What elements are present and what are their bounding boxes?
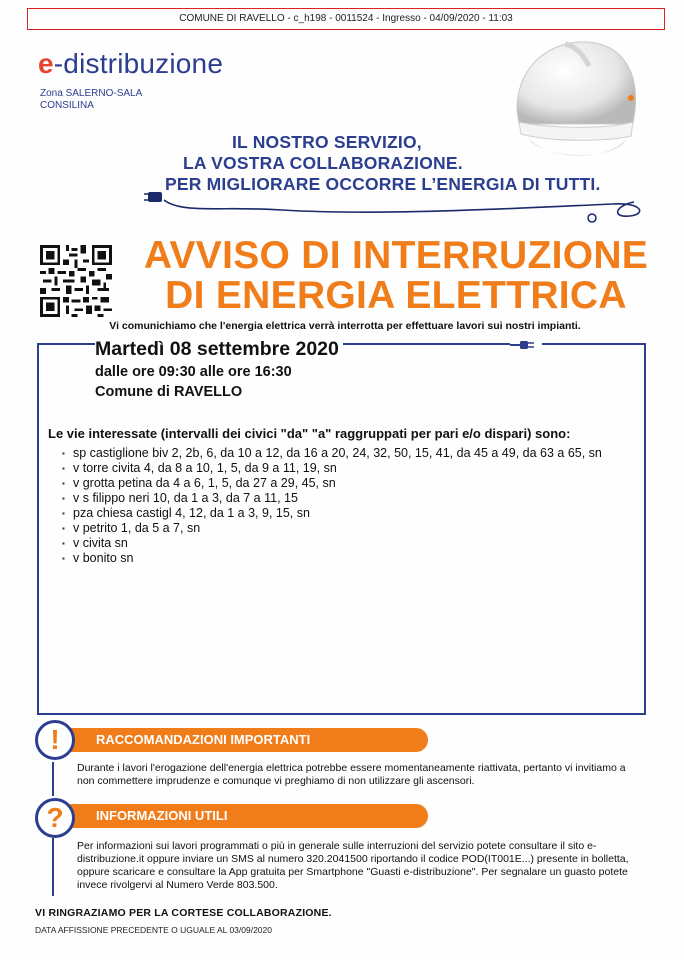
notice-title-line-2: DI ENERGIA ELETTRICA [165, 274, 627, 317]
slogan-line-1: IL NOSTRO SERVIZIO, [232, 132, 422, 152]
logo-mark: e [38, 48, 54, 79]
affixed-date-note: DATA AFFISSIONE PRECEDENTE O UGUALE AL 03/09/2020 [35, 925, 272, 935]
slogan-line-2: LA VOSTRA COLLABORAZIONE. [183, 153, 463, 173]
notice-title [122, 236, 670, 316]
zone-label: Zona SALERNO-SALA CONSILINA [40, 88, 142, 111]
info-divider [52, 838, 54, 896]
logo-text: -distribuzione [53, 48, 224, 79]
power-cable-icon [142, 184, 662, 224]
qr-code-icon [40, 245, 112, 317]
notice-title-line-1: AVVISO DI INTERRUZIONE [143, 234, 649, 277]
interruption-date: Martedì 08 settembre 2020 [95, 338, 343, 361]
street-item: ▪ sp castiglione biv 2, 2b, 6, da 10 a 12, da 16 a 20, 24, 32, 50, 15, 41, da 45 a 49, da 63 a 65, sn [62, 446, 622, 461]
slogan-line-3: PER MIGLIORARE OCCORRE L’ENERGIA DI TUTTI. [165, 174, 601, 194]
warnings-heading: RACCOMANDAZIONI IMPORTANTI [70, 728, 428, 752]
plug-icon [510, 338, 542, 352]
thanks-text: VI RINGRAZIAMO PER LA CORTESE COLLABORAZIONE. [35, 907, 332, 919]
interruption-hours: dalle ore 09:30 alle ore 16:30 [95, 364, 292, 380]
municipality: Comune di RAVELLO [95, 384, 243, 400]
streets-heading: Le vie interessate (intervalli dei civici "da" "a" raggruppati per pari e/o dispari) sono: [48, 426, 571, 441]
exclamation-icon: ! [35, 720, 75, 760]
warnings-divider [52, 762, 54, 796]
street-item: ▪ v bonito sn [62, 551, 622, 566]
street-item: ▪ v s filippo neri 10, da 1 a 3, da 7 a 11, 15 [62, 491, 622, 506]
streets-list [62, 446, 622, 566]
e-distribuzione-logo [38, 48, 223, 80]
street-item: ▪ v petrito 1, da 5 a 7, sn [62, 521, 622, 536]
protocol-stamp: COMUNE DI RAVELLO - c_h198 - 0011524 - Ingresso - 04/09/2020 - 11:03 [27, 8, 665, 30]
info-heading: INFORMAZIONI UTILI [70, 804, 428, 828]
warnings-text: Durante i lavori l'erogazione dell'energia elettrica potrebbe essere momentaneamente riattivata, pertanto vi invitiamo a non commettere imprudenze e comunque vi preghiamo di non utilizzare gli ascensori. [77, 762, 626, 787]
question-icon: ? [35, 798, 75, 838]
info-text: Per informazioni sui lavori programmati o più in generale sulle interruzioni del servizio potete consultare il sito e-distribuzione.it oppure inviare un SMS al numero 320.2041500 riportando il codice POD(IT001E...) presente in bolletta, oppure scaricare e consultare la App gratuita per Smartphone "Guasti e-distribuzione". Per segnalare un guasto potete invece rivolgervi al Numero Verde 803.500. [77, 840, 629, 891]
intro-text: Vi comunichiamo che l'energia elettrica verrà interrotta per effettuare lavori sui nostri impianti. [109, 320, 581, 332]
street-item: ▪ v civita sn [62, 536, 622, 551]
street-item: ▪ v torre civita 4, da 8 a 10, 1, 5, da 9 a 11, 19, sn [62, 461, 622, 476]
street-item: ▪ v grotta petina da 4 a 6, 1, 5, da 27 a 29, 45, sn [62, 476, 622, 491]
street-item: ▪ pza chiesa castigl 4, 12, da 1 a 3, 9, 15, sn [62, 506, 622, 521]
